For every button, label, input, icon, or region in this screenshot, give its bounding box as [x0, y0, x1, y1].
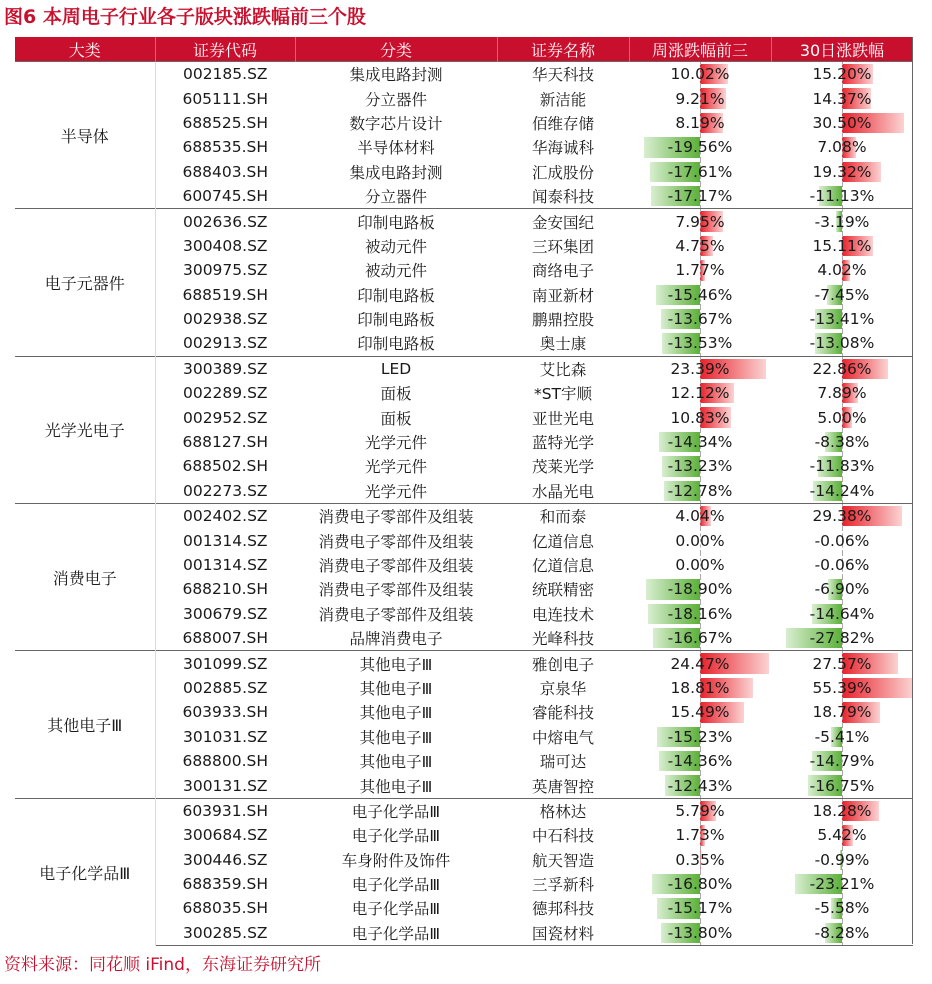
code-cell: 688127.SH	[182, 433, 269, 452]
name-cell: 新洁能	[539, 90, 587, 109]
name-cell: 光峰科技	[531, 630, 594, 649]
percent-value: 19.32%	[812, 162, 872, 181]
change-30d-cell	[771, 896, 913, 920]
percent-value: -14.34%	[667, 433, 733, 452]
percent-value: -13.53%	[667, 334, 733, 353]
percent-value: 0.00%	[675, 556, 725, 574]
subcategory-cell: 其他电子Ⅲ	[359, 679, 433, 698]
name-cell: 和而泰	[497, 504, 629, 529]
header-name: 证券名称	[497, 37, 629, 62]
weekly-change-cell	[629, 356, 771, 381]
name-cell: 蓝特光学	[531, 434, 594, 453]
code-cell: 002402.SZ	[155, 504, 295, 529]
percent-value: -18.90%	[667, 580, 733, 599]
code-cell: 002938.SZ	[182, 310, 268, 329]
subcategory-cell: 印制电路板	[357, 311, 435, 330]
percent-value: 18.81%	[670, 678, 730, 697]
percent-value: -17.61%	[667, 162, 733, 181]
percent-value: 7.08%	[817, 138, 867, 157]
change-30d-cell	[771, 872, 913, 896]
subcategory-cell: 面板	[380, 409, 412, 428]
weekly-change-cell	[629, 676, 771, 700]
percent-value: 4.75%	[675, 236, 725, 255]
weekly-change-cell	[629, 528, 771, 552]
code-cell: 688535.SH	[182, 138, 269, 157]
weekly-change-cell	[629, 184, 771, 209]
percent-value: 5.00%	[817, 408, 867, 427]
percent-value: 0.35%	[675, 850, 725, 869]
percent-value: 1.77%	[675, 261, 725, 280]
percent-value: 18.79%	[812, 703, 872, 722]
code-cell: 001314.SZ	[182, 531, 268, 550]
name-cell: 格林达	[497, 798, 629, 823]
table-row	[15, 504, 913, 529]
name-cell: *ST宇顺	[533, 385, 593, 404]
code-cell: 688519.SH	[182, 285, 269, 304]
percent-value: -5.58%	[814, 899, 870, 918]
weekly-change-cell	[629, 577, 771, 601]
percent-value: 10.83%	[670, 408, 730, 427]
name-cell: 亿道信息	[531, 557, 594, 575]
code-cell: 688359.SH	[182, 875, 269, 894]
change-30d-cell	[771, 331, 913, 356]
weekly-change-cell	[629, 553, 771, 577]
percent-value: 4.02%	[817, 261, 867, 280]
percent-value: 4.04%	[675, 507, 725, 526]
change-30d-cell	[771, 283, 913, 307]
percent-value: -23.21%	[809, 875, 875, 894]
code-cell: 688210.SH	[182, 580, 269, 599]
percent-value: -13.23%	[667, 457, 733, 476]
figure-title: 图6 本周电子行业各子版块涨跌幅前三个股	[4, 6, 366, 28]
table-row	[15, 798, 913, 823]
name-cell: 南亚新材	[531, 286, 594, 305]
subcategory-cell: 半导体材料	[357, 139, 435, 158]
change-30d-cell	[771, 676, 913, 700]
subcategory-cell: 其他电子Ⅲ	[359, 704, 433, 723]
subcategory-cell: 消费电子零部件及组装	[318, 605, 474, 624]
change-30d-cell	[771, 234, 913, 258]
subcategory-cell: 面板	[380, 385, 412, 404]
group-label: 消费电子	[15, 504, 155, 651]
stock-table	[15, 37, 914, 946]
weekly-change-cell	[629, 454, 771, 478]
code-cell: 002913.SZ	[182, 334, 268, 353]
code-cell: 300679.SZ	[182, 604, 268, 623]
percent-value: 12.12%	[670, 384, 730, 403]
weekly-change-cell	[629, 283, 771, 307]
percent-value: 5.79%	[675, 801, 725, 820]
weekly-change-cell	[629, 896, 771, 920]
weekly-change-cell	[629, 872, 771, 896]
name-cell: 中石科技	[531, 827, 594, 846]
percent-value: 23.39%	[670, 359, 730, 378]
change-30d-cell	[771, 258, 913, 282]
percent-value: -0.06%	[814, 531, 870, 550]
weekly-change-cell	[629, 405, 771, 429]
group-label: 电子元器件	[15, 209, 155, 356]
subcategory-cell: 数字芯片设计	[349, 114, 443, 133]
change-30d-cell	[771, 62, 913, 87]
subcategory-cell: 光学元件	[364, 434, 427, 453]
subcategory-cell: 车身附件及饰件	[341, 851, 451, 870]
percent-value: -0.06%	[814, 556, 870, 574]
name-cell: 瑞可达	[539, 753, 587, 772]
percent-value: -15.23%	[667, 727, 733, 746]
percent-value: -15.17%	[667, 899, 733, 918]
source-note: 资料来源：同花顺 iFind，东海证券研究所	[4, 955, 321, 975]
weekly-change-cell	[629, 651, 771, 676]
percent-value: -11.13%	[809, 187, 875, 206]
change-30d-cell	[771, 773, 913, 798]
subcategory-cell: 被动元件	[364, 237, 427, 256]
percent-value: 8.19%	[675, 113, 725, 132]
subcategory-cell: 电子化学品Ⅲ	[351, 876, 441, 895]
percent-value: 24.47%	[670, 654, 730, 673]
subcategory-cell: 集成电路封测	[349, 163, 443, 182]
subcategory-cell: 分立器件	[364, 188, 427, 207]
name-cell: 航天智造	[531, 851, 594, 870]
weekly-change-cell	[629, 504, 771, 529]
subcategory-cell: 消费电子零部件及组装	[318, 557, 474, 575]
percent-value: -8.38%	[814, 433, 870, 452]
weekly-change-cell	[629, 307, 771, 331]
code-cell: 002185.SZ	[155, 62, 295, 87]
name-cell: 茂莱光学	[531, 458, 594, 477]
weekly-change-cell	[629, 725, 771, 749]
subcategory-cell: 品牌消费电子	[349, 630, 443, 649]
code-cell: 605111.SH	[182, 89, 269, 108]
percent-value: 1.73%	[675, 826, 725, 845]
name-cell: 京泉华	[539, 679, 587, 698]
subcategory-cell: 分立器件	[364, 90, 427, 109]
percent-value: 15.20%	[812, 65, 872, 84]
change-30d-cell	[771, 725, 913, 749]
percent-value: -19.56%	[667, 138, 733, 157]
weekly-change-cell	[629, 209, 771, 234]
weekly-change-cell	[629, 62, 771, 87]
subcategory-cell: 电子化学品Ⅲ	[351, 900, 441, 919]
table-row	[15, 651, 913, 676]
code-cell: 001314.SZ	[182, 556, 268, 574]
weekly-change-cell	[629, 700, 771, 724]
code-cell: 300389.SZ	[155, 356, 295, 381]
subcategory-cell: 消费电子零部件及组装	[318, 532, 474, 551]
code-cell: 002885.SZ	[182, 678, 268, 697]
subcategory-cell: 电子化学品Ⅲ	[295, 921, 497, 946]
weekly-change-cell	[629, 921, 771, 946]
subcategory-cell: 印制电路板	[357, 335, 435, 354]
weekly-change-cell	[629, 160, 771, 184]
header-row	[15, 37, 913, 62]
change-30d-cell	[771, 430, 913, 454]
change-30d-cell	[771, 111, 913, 135]
change-30d-cell	[771, 160, 913, 184]
weekly-change-cell	[629, 111, 771, 135]
name-cell: 商络电子	[531, 262, 594, 281]
percent-value: 15.11%	[812, 236, 872, 255]
weekly-change-cell	[629, 848, 771, 872]
weekly-change-cell	[629, 234, 771, 258]
change-30d-cell	[771, 307, 913, 331]
name-cell: 英唐智控	[531, 777, 594, 796]
subcategory-cell: 集成电路封测	[295, 62, 497, 87]
change-30d-cell	[771, 921, 913, 946]
weekly-change-cell	[629, 798, 771, 823]
percent-value: -6.90%	[814, 580, 870, 599]
group-label: 光学光电子	[15, 356, 155, 503]
percent-value: 22.86%	[812, 359, 872, 378]
percent-value: -14.36%	[667, 752, 733, 771]
code-cell: 002952.SZ	[182, 408, 268, 427]
change-30d-cell	[771, 798, 913, 823]
subcategory-cell: 消费电子零部件及组装	[318, 581, 474, 600]
subcategory-cell: 其他电子Ⅲ	[359, 777, 433, 796]
code-cell: 688403.SH	[182, 162, 269, 181]
name-cell: 艾比森	[497, 356, 629, 381]
code-cell: 300131.SZ	[182, 776, 268, 795]
group-label: 半导体	[15, 62, 155, 209]
header-subcategory: 分类	[295, 37, 497, 62]
subcategory-cell: 其他电子Ⅲ	[359, 728, 433, 747]
table-row	[15, 209, 913, 234]
name-cell: 国瓷材料	[497, 921, 629, 946]
name-cell: 鹏鼎控股	[531, 311, 594, 330]
change-30d-cell	[771, 651, 913, 676]
percent-value: -14.24%	[809, 481, 875, 500]
code-cell: 688502.SH	[182, 457, 269, 476]
change-30d-cell	[771, 86, 913, 110]
weekly-change-cell	[629, 749, 771, 773]
name-cell: 三环集团	[531, 237, 594, 256]
percent-value: -14.79%	[809, 752, 875, 771]
percent-value: -5.41%	[814, 727, 870, 746]
code-cell: 300975.SZ	[182, 261, 268, 280]
change-30d-cell	[771, 184, 913, 209]
weekly-change-cell	[629, 823, 771, 847]
name-cell: 汇成股份	[531, 163, 594, 182]
name-cell: 德邦科技	[531, 900, 594, 919]
name-cell: 亿道信息	[531, 532, 594, 551]
change-30d-cell	[771, 209, 913, 234]
change-30d-cell	[771, 848, 913, 872]
percent-value: 5.42%	[817, 826, 867, 845]
subcategory-cell: 被动元件	[364, 262, 427, 281]
weekly-change-cell	[629, 430, 771, 454]
header-category: 大类	[15, 37, 155, 62]
name-cell: 三孚新科	[531, 876, 594, 895]
change-30d-cell	[771, 479, 913, 504]
percent-value: 15.49%	[670, 703, 730, 722]
code-cell: 603931.SH	[155, 798, 295, 823]
name-cell: 中熔电气	[531, 728, 594, 747]
percent-value: 0.00%	[675, 531, 725, 550]
subcategory-cell: 电子化学品Ⅲ	[351, 827, 441, 846]
percent-value: 18.28%	[812, 801, 872, 820]
weekly-change-cell	[629, 602, 771, 626]
percent-value: -15.46%	[667, 285, 733, 304]
code-cell: 300285.SZ	[155, 921, 295, 946]
header-30d-change: 30日涨跌幅	[771, 37, 913, 62]
change-30d-cell	[771, 381, 913, 405]
name-cell: 雅创电子	[497, 651, 629, 676]
name-cell: 华海诚科	[531, 139, 594, 158]
name-cell: 电连技术	[531, 605, 594, 624]
percent-value: 7.89%	[817, 384, 867, 403]
percent-value: -16.75%	[809, 776, 875, 795]
code-cell: 002273.SZ	[182, 481, 268, 500]
weekly-change-cell	[629, 381, 771, 405]
subcategory-cell: 光学元件	[364, 482, 427, 501]
percent-value: -18.16%	[667, 604, 733, 623]
percent-value: -3.19%	[814, 212, 870, 231]
percent-value: -8.28%	[814, 923, 870, 942]
name-cell: 奥士康	[539, 335, 587, 354]
name-cell: 华天科技	[497, 62, 629, 87]
name-cell: 亚世光电	[531, 409, 594, 428]
name-cell: 统联精密	[531, 581, 594, 600]
code-cell: 300408.SZ	[182, 236, 268, 255]
code-cell: 600745.SH	[182, 187, 269, 206]
subcategory-cell: 其他电子Ⅲ	[359, 753, 433, 772]
weekly-change-cell	[629, 479, 771, 504]
percent-value: -13.41%	[809, 310, 875, 329]
table-row	[15, 62, 913, 87]
percent-value: -12.43%	[667, 776, 733, 795]
percent-value: 27.57%	[812, 654, 872, 673]
weekly-change-cell	[629, 86, 771, 110]
percent-value: 9.21%	[675, 89, 725, 108]
percent-value: 7.95%	[675, 212, 725, 231]
code-cell: 688525.SH	[182, 113, 269, 132]
percent-value: 10.02%	[670, 65, 730, 84]
header-code: 证券代码	[155, 37, 295, 62]
change-30d-cell	[771, 553, 913, 577]
code-cell: 603933.SH	[182, 703, 269, 722]
code-cell: 301099.SZ	[155, 651, 295, 676]
code-cell: 300684.SZ	[182, 826, 268, 845]
weekly-change-cell	[629, 135, 771, 159]
code-cell: 300446.SZ	[182, 850, 268, 869]
weekly-change-cell	[629, 331, 771, 356]
percent-value: 14.37%	[812, 89, 872, 108]
table-right-border	[912, 37, 913, 944]
change-30d-cell	[771, 454, 913, 478]
subcategory-cell: LED	[295, 356, 497, 381]
change-30d-cell	[771, 405, 913, 429]
subcategory-cell: 印制电路板	[357, 286, 435, 305]
code-cell: 688007.SH	[182, 629, 269, 648]
percent-value: -0.99%	[814, 850, 870, 869]
group-label: 其他电子Ⅲ	[15, 651, 155, 798]
percent-value: -7.45%	[814, 285, 870, 304]
percent-value: -13.80%	[667, 923, 733, 942]
change-30d-cell	[771, 135, 913, 159]
percent-value: -11.83%	[809, 457, 875, 476]
percent-value: 55.39%	[812, 678, 872, 697]
table-row	[15, 356, 913, 381]
subcategory-cell: 其他电子Ⅲ	[295, 651, 497, 676]
name-cell: 水晶光电	[531, 482, 594, 501]
header-weekly-change: 周涨跌幅前三	[629, 37, 771, 62]
change-30d-cell	[771, 504, 913, 529]
code-cell: 688800.SH	[182, 752, 269, 771]
percent-value: -16.67%	[667, 629, 733, 648]
percent-value: -12.78%	[667, 481, 733, 500]
name-cell: 闻泰科技	[531, 188, 594, 207]
code-cell: 688035.SH	[182, 899, 269, 918]
percent-value: -27.82%	[809, 629, 875, 648]
percent-value: 29.38%	[812, 507, 872, 526]
percent-value: 30.50%	[812, 113, 872, 132]
change-30d-cell	[771, 749, 913, 773]
change-30d-cell	[771, 356, 913, 381]
subcategory-cell: 电子化学品Ⅲ	[295, 798, 497, 823]
subcategory-cell: 印制电路板	[295, 209, 497, 234]
percent-value: -14.64%	[809, 604, 875, 623]
weekly-change-cell	[629, 258, 771, 282]
change-30d-cell	[771, 577, 913, 601]
percent-value: -16.80%	[667, 875, 733, 894]
name-cell: 金安国纪	[497, 209, 629, 234]
percent-value: -13.67%	[667, 310, 733, 329]
group-label: 电子化学品Ⅲ	[15, 798, 155, 945]
subcategory-cell: 消费电子零部件及组装	[295, 504, 497, 529]
change-30d-cell	[771, 626, 913, 651]
name-cell: 佰维存储	[531, 114, 594, 133]
weekly-change-cell	[629, 626, 771, 651]
subcategory-cell: 光学元件	[364, 458, 427, 477]
change-30d-cell	[771, 602, 913, 626]
change-30d-cell	[771, 528, 913, 552]
code-cell: 002636.SZ	[155, 209, 295, 234]
percent-value: -17.17%	[667, 187, 733, 206]
weekly-change-cell	[629, 773, 771, 798]
change-30d-cell	[771, 823, 913, 847]
name-cell: 睿能科技	[531, 704, 594, 723]
code-cell: 301031.SZ	[182, 727, 268, 746]
change-30d-cell	[771, 700, 913, 724]
percent-value: -13.08%	[809, 334, 875, 353]
code-cell: 002289.SZ	[182, 384, 268, 403]
